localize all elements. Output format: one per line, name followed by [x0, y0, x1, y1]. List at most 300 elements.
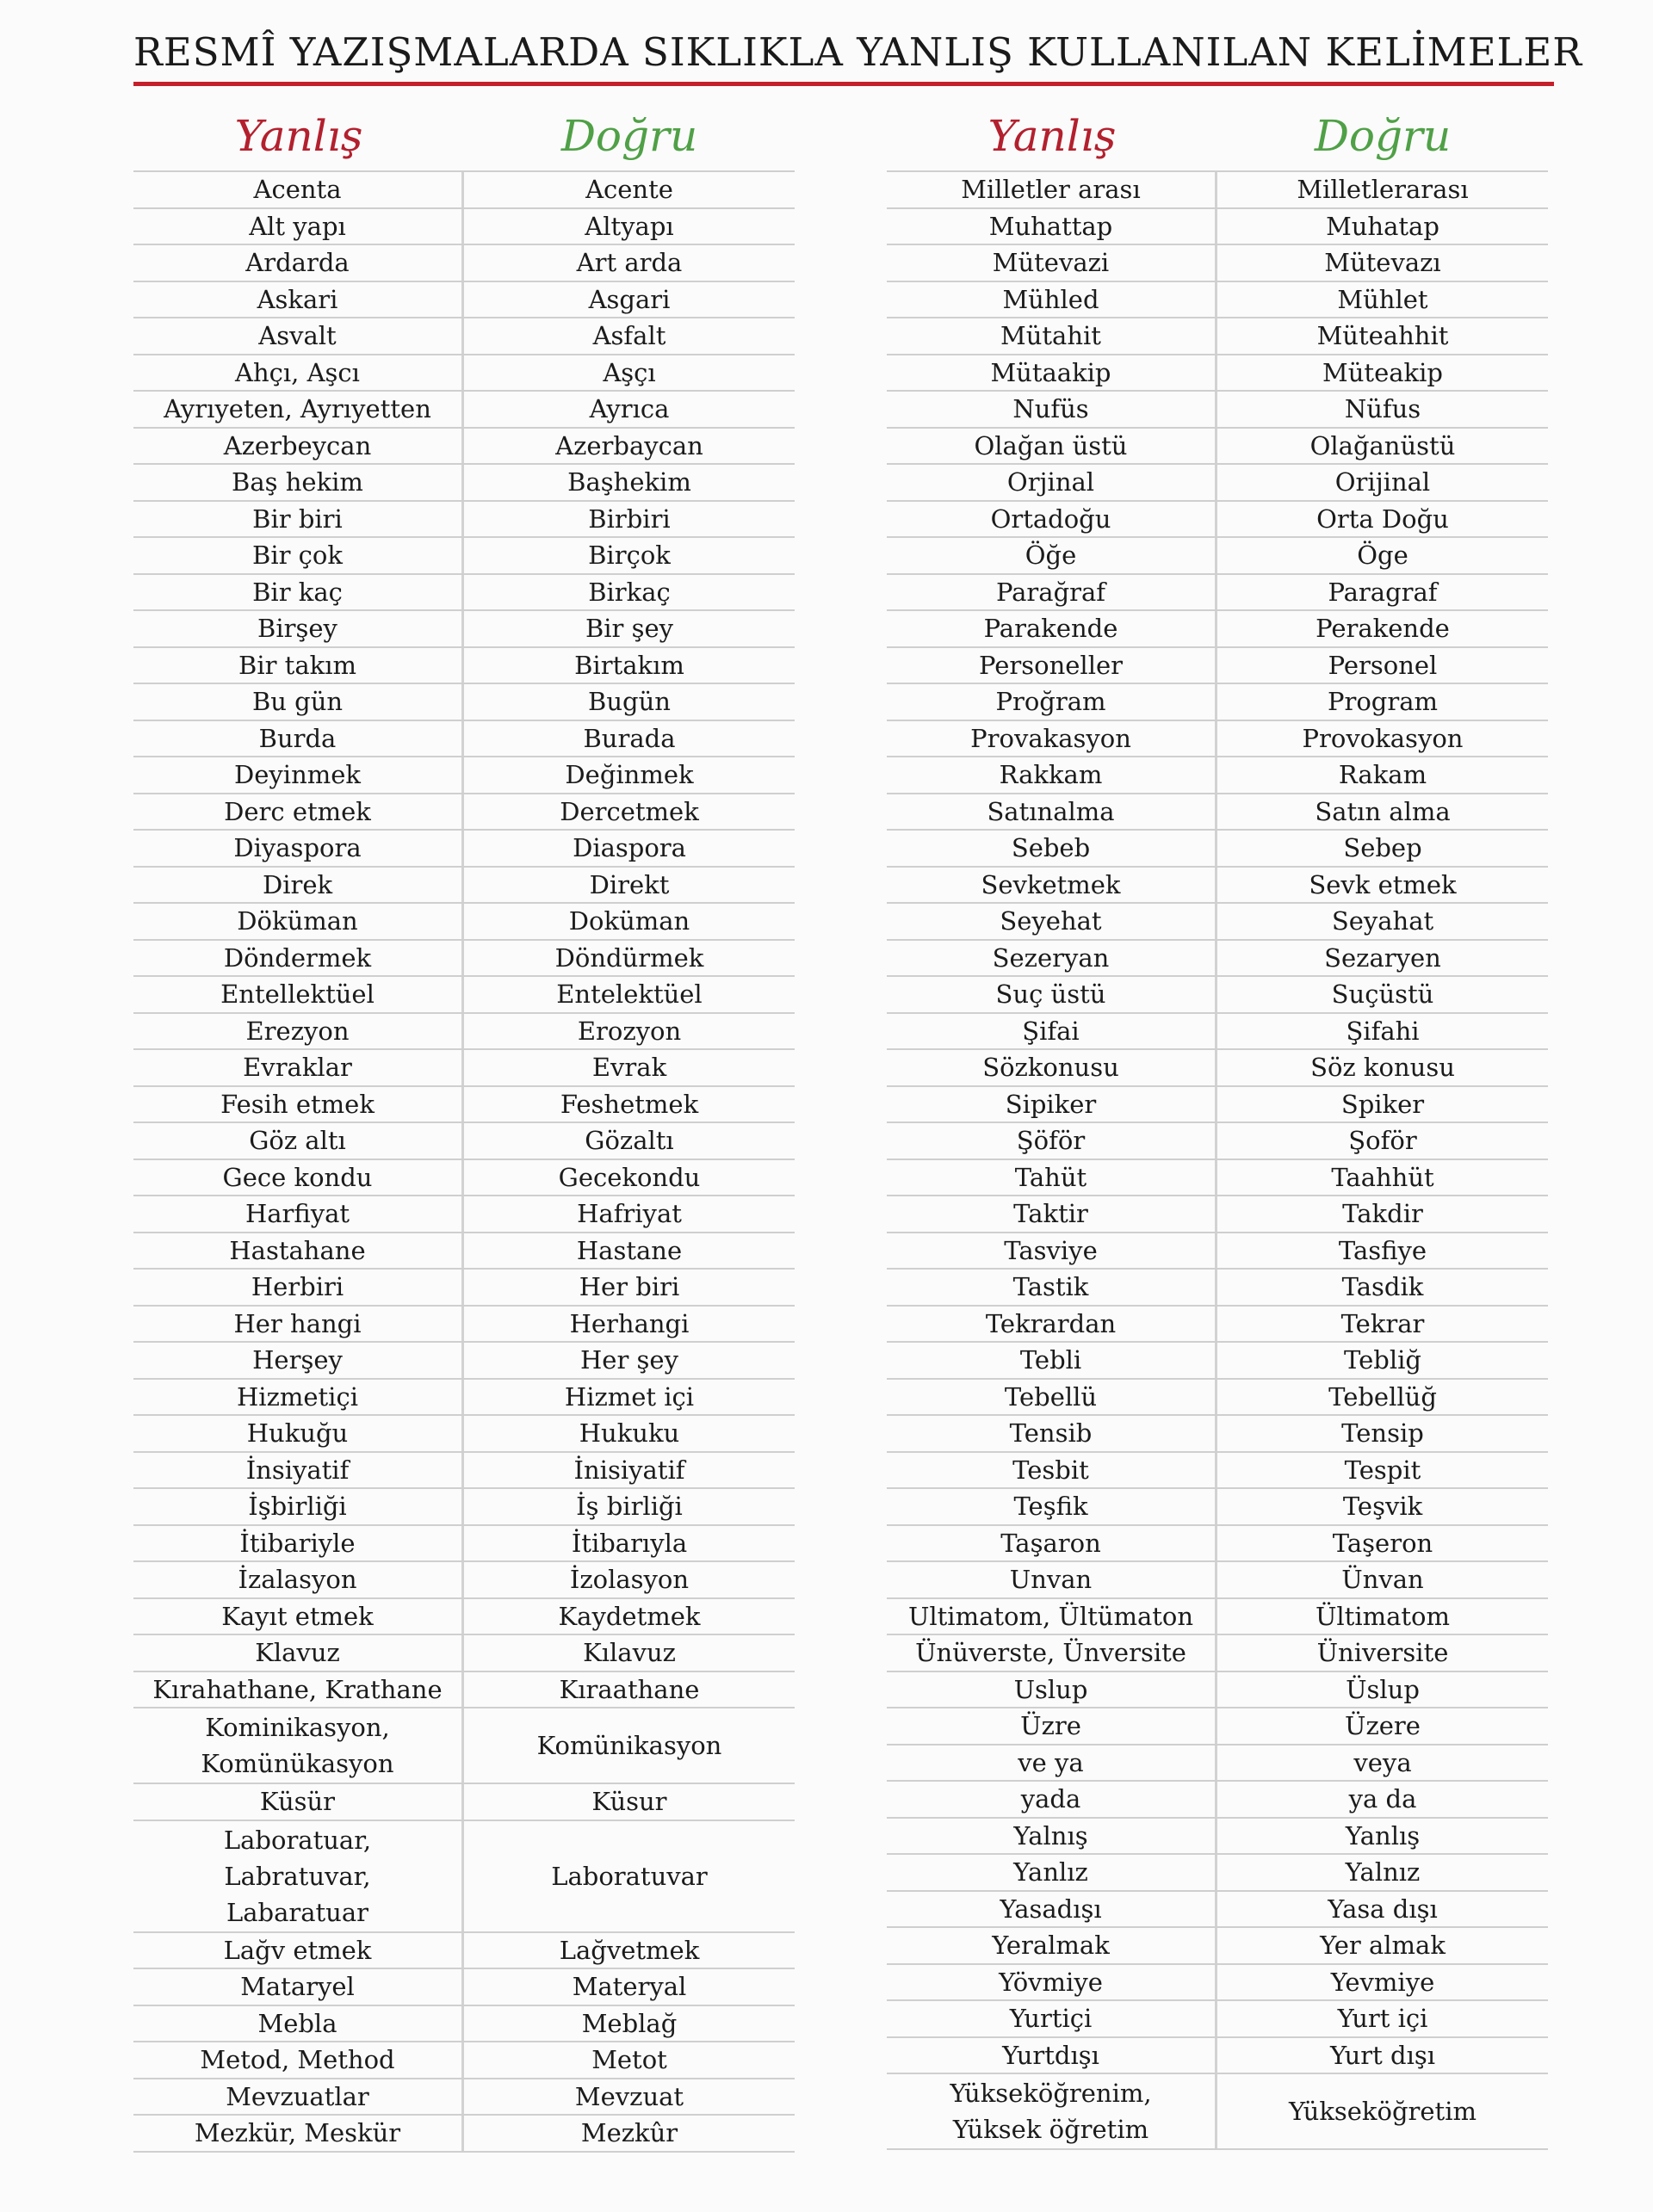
wrong-word: Parakende — [887, 611, 1217, 646]
correct-word: Sebep — [1343, 833, 1422, 863]
wrong-word: Tasviye — [887, 1233, 1217, 1269]
header-wrong: Yanlış — [987, 111, 1117, 161]
correct-word: Tebliğ — [1344, 1345, 1421, 1375]
wrong-word: Asvalt — [133, 318, 464, 354]
correct-word: Üniversite — [1316, 1638, 1449, 1668]
table-row — [887, 465, 1548, 502]
table-row — [887, 1014, 1548, 1051]
correct-word: Şoför — [1348, 1126, 1417, 1156]
correct-word: İnisiyatif — [573, 1455, 685, 1485]
table-row — [887, 1233, 1548, 1270]
wrong-word: Klavuz — [133, 1635, 464, 1671]
wrong-word: Suç üstü — [887, 977, 1217, 1012]
wrong-word: Provakasyon — [887, 721, 1217, 757]
table-row — [887, 502, 1548, 539]
correct-word: Müteakip — [1322, 357, 1443, 387]
correct-word: Teşvik — [1342, 1492, 1423, 1522]
correct-word: Program — [1327, 687, 1439, 717]
wrong-word: Kırahathane, Krathane — [133, 1672, 464, 1708]
table-row — [133, 355, 795, 392]
correct-word: Küsur — [591, 1787, 667, 1817]
correct-word: Takdir — [1342, 1199, 1423, 1229]
table-row — [887, 1087, 1548, 1124]
wrong-word: Mütaakip — [887, 355, 1217, 391]
table-row — [887, 1526, 1548, 1563]
table-row — [887, 1270, 1548, 1307]
table-row — [133, 721, 795, 758]
table-row — [887, 1746, 1548, 1783]
correct-word: Bir şey — [585, 614, 674, 644]
correct-word: Tekrar — [1340, 1308, 1425, 1338]
wrong-word: Yurtiçi — [887, 2001, 1217, 2036]
table-header — [133, 102, 795, 170]
table-row — [133, 1014, 795, 1051]
correct-word: Yer almak — [1320, 1931, 1446, 1961]
correct-word: Herhangi — [569, 1308, 690, 1338]
table-row — [887, 1343, 1548, 1380]
correct-word: Başhekim — [567, 467, 691, 497]
table-row — [133, 831, 795, 868]
correct-word: Olağanüstü — [1309, 430, 1456, 460]
wrong-word: Herbiri — [133, 1270, 464, 1305]
correct-word: Hafriyat — [577, 1199, 682, 1229]
wrong-word: Personeller — [887, 648, 1217, 683]
correct-word: Personel — [1328, 650, 1438, 680]
table-row — [887, 868, 1548, 905]
wrong-word: Yalnış — [887, 1819, 1217, 1854]
correct-word: Değinmek — [565, 760, 694, 790]
table-row — [887, 209, 1548, 246]
correct-word: Mühlet — [1337, 284, 1428, 314]
wrong-word: Kayıt etmek — [133, 1599, 464, 1634]
table-row — [887, 1453, 1548, 1490]
wrong-word: Nufüs — [887, 392, 1217, 427]
wrong-word: Sipiker — [887, 1087, 1217, 1122]
correct-word: Döndürmek — [554, 942, 704, 973]
table-row — [887, 1562, 1548, 1599]
correct-word: ya da — [1348, 1784, 1417, 1814]
table-row — [887, 1123, 1548, 1160]
wrong-word: Birşey — [133, 611, 464, 646]
correct-word: Aşçı — [603, 357, 656, 387]
wrong-word: Yanlız — [887, 1855, 1217, 1890]
wrong-word: Metod, Method — [133, 2042, 464, 2078]
wrong-word: Hukuğu — [133, 1416, 464, 1451]
correct-word: Mezkûr — [580, 2118, 678, 2148]
table-row — [887, 1050, 1548, 1087]
wrong-word: Erezyon — [133, 1014, 464, 1049]
correct-word: Gecekondu — [558, 1162, 701, 1192]
table-row — [887, 1635, 1548, 1672]
wrong-word: Şöför — [887, 1123, 1217, 1159]
wrong-word: Unvan — [887, 1562, 1217, 1597]
correct-word: Hizmet içi — [564, 1381, 695, 1412]
correct-word: Gözaltı — [585, 1126, 674, 1156]
wrong-word: İzalasyon — [133, 1562, 464, 1597]
wrong-word: Tahüt — [887, 1160, 1217, 1196]
wrong-word: Laboratuar, Labratuvar, Labaratuar — [133, 1821, 464, 1931]
table-row — [887, 1819, 1548, 1856]
table-row — [887, 757, 1548, 794]
table-row — [887, 1307, 1548, 1344]
table-row — [887, 392, 1548, 429]
wrong-word: Deyinmek — [133, 757, 464, 793]
table-row — [887, 941, 1548, 978]
right-word-table — [887, 102, 1548, 2150]
correct-word: Milletlerarası — [1297, 175, 1469, 205]
table-row — [133, 429, 795, 466]
correct-word: Materyal — [572, 1972, 687, 2002]
correct-word: Taahhüt — [1331, 1162, 1434, 1192]
correct-word: Tespit — [1344, 1455, 1421, 1485]
table-row — [887, 1782, 1548, 1819]
wrong-word: Bir takım — [133, 648, 464, 683]
correct-word: Provokasyon — [1302, 723, 1464, 753]
table-row — [887, 1892, 1548, 1929]
correct-word: Üzere — [1345, 1711, 1421, 1741]
table-row — [887, 611, 1548, 648]
wrong-word: Ahçı, Aşcı — [133, 355, 464, 391]
table-row — [133, 502, 795, 539]
table-row — [887, 648, 1548, 685]
table-row — [133, 538, 795, 575]
correct-word: Müteahhit — [1316, 321, 1449, 351]
correct-word: Art arda — [576, 248, 683, 278]
table-row — [133, 209, 795, 246]
table-row — [133, 1635, 795, 1672]
wrong-word: Azerbeycan — [133, 429, 464, 464]
wrong-word: Uslup — [887, 1672, 1217, 1708]
table-row — [887, 575, 1548, 612]
wrong-word: yada — [887, 1782, 1217, 1817]
table-row — [133, 977, 795, 1014]
wrong-word: Ultimatom, Ültümaton — [887, 1599, 1217, 1634]
correct-word: Satın alma — [1315, 796, 1451, 826]
correct-word: Sevk etmek — [1309, 869, 1457, 899]
table-row — [887, 1380, 1548, 1417]
correct-word: Muhatap — [1326, 211, 1439, 241]
wrong-word: Tebli — [887, 1343, 1217, 1378]
wrong-word: Tastik — [887, 1270, 1217, 1305]
table-row — [887, 1855, 1548, 1892]
table-row — [133, 904, 795, 941]
table-row — [887, 1599, 1548, 1636]
correct-word: Asgari — [588, 284, 671, 314]
wrong-word: Seyehat — [887, 904, 1217, 939]
table-row — [887, 1708, 1548, 1746]
correct-word: Birçok — [588, 541, 671, 571]
correct-word: Metot — [591, 2045, 667, 2075]
table-row — [887, 318, 1548, 355]
table-row — [133, 392, 795, 429]
table-row — [887, 172, 1548, 209]
wrong-word: Fesih etmek — [133, 1087, 464, 1122]
correct-word: Ünvan — [1341, 1565, 1424, 1595]
correct-word: Kıraathane — [559, 1674, 700, 1704]
wrong-word: Satınalma — [887, 794, 1217, 830]
table-row — [133, 757, 795, 794]
wrong-word: Sebeb — [887, 831, 1217, 866]
correct-word: Bugün — [588, 687, 671, 717]
table-row — [133, 1933, 795, 1970]
correct-word: Yevmiye — [1330, 1967, 1435, 1997]
correct-word: Yurt içi — [1337, 2004, 1428, 2034]
wrong-word: Yasadışı — [887, 1892, 1217, 1927]
correct-word: Altyapı — [585, 211, 674, 241]
correct-word: Ültimatom — [1315, 1601, 1451, 1631]
page-title: RESMÎ YAZIŞMALARDA SIKLIKLA YANLIŞ KULLANILAN KELİMELER — [133, 29, 1583, 75]
correct-word: Tasdik — [1341, 1272, 1424, 1302]
correct-word: Kılavuz — [583, 1638, 676, 1668]
correct-word: Laboratuvar — [551, 1861, 708, 1891]
wrong-word: Taktir — [887, 1196, 1217, 1232]
wrong-word: Kominikasyon, Komünükasyon — [133, 1708, 464, 1783]
table-row — [133, 1160, 795, 1197]
wrong-word: Mebla — [133, 2006, 464, 2042]
wrong-word: Hizmetiçi — [133, 1380, 464, 1415]
correct-word: Entelektüel — [556, 979, 703, 1010]
wrong-word: ve ya — [887, 1746, 1217, 1781]
wrong-word: Lağv etmek — [133, 1933, 464, 1968]
wrong-word: Alt yapı — [133, 209, 464, 244]
table-row — [133, 2116, 795, 2153]
wrong-word: Ortadoğu — [887, 502, 1217, 537]
table-row — [887, 538, 1548, 575]
correct-word: Perakende — [1316, 614, 1450, 644]
table-row — [133, 465, 795, 502]
wrong-word: Sevketmek — [887, 868, 1217, 903]
table-row — [887, 355, 1548, 392]
header-wrong: Yanlış — [234, 111, 363, 161]
correct-word: Hukuku — [579, 1418, 680, 1449]
table-row — [887, 282, 1548, 319]
correct-word: Orijinal — [1334, 467, 1431, 497]
wrong-word: Yükseköğrenim, Yüksek öğretim — [887, 2074, 1217, 2148]
correct-word: Komünikasyon — [536, 1731, 722, 1760]
table-row — [133, 2079, 795, 2116]
wrong-word: Entellektüel — [133, 977, 464, 1012]
correct-word: Yükseköğretim — [1289, 2097, 1477, 2126]
wrong-word: Sezeryan — [887, 941, 1217, 976]
correct-word: Erozyon — [577, 1016, 682, 1046]
wrong-word: Mevzuatlar — [133, 2079, 464, 2115]
wrong-word: Tebellü — [887, 1380, 1217, 1415]
table-row — [887, 794, 1548, 831]
table-row — [133, 575, 795, 612]
wrong-word: Milletler arası — [887, 172, 1217, 207]
table-row — [133, 941, 795, 978]
table-row — [133, 318, 795, 355]
table-row — [887, 721, 1548, 758]
table-row — [133, 282, 795, 319]
correct-word: Tebellüğ — [1328, 1381, 1437, 1412]
wrong-word: Tensib — [887, 1416, 1217, 1451]
wrong-word: Ünüverste, Ünversite — [887, 1635, 1217, 1671]
wrong-word: Ardarda — [133, 245, 464, 281]
correct-word: Birbiri — [588, 504, 671, 534]
table-row — [887, 977, 1548, 1014]
correct-word: Acente — [585, 175, 673, 205]
correct-word: İzolasyon — [569, 1565, 690, 1595]
correct-word: Üslup — [1346, 1674, 1420, 1704]
wrong-word: Bir kaç — [133, 575, 464, 610]
wrong-word: Mühled — [887, 282, 1217, 318]
wrong-word: Diyaspora — [133, 831, 464, 866]
wrong-word: İtibariyle — [133, 1526, 464, 1561]
table-row — [887, 2074, 1548, 2150]
correct-word: veya — [1353, 1747, 1412, 1777]
correct-word: Spiker — [1340, 1089, 1425, 1119]
wrong-word: Mütahit — [887, 318, 1217, 354]
wrong-word: Bu gün — [133, 684, 464, 720]
wrong-word: Bir biri — [133, 502, 464, 537]
table-row — [133, 1672, 795, 1709]
table-row — [133, 1708, 795, 1784]
table-row — [133, 648, 795, 685]
table-row — [133, 1784, 795, 1821]
correct-word: Paragraf — [1328, 577, 1438, 607]
wrong-word: Teşfik — [887, 1489, 1217, 1524]
correct-word: Evrak — [591, 1053, 667, 1083]
table-row — [887, 1928, 1548, 1965]
table-row — [133, 1233, 795, 1270]
wrong-word: Tekrardan — [887, 1307, 1217, 1342]
correct-word: Tasfiye — [1338, 1235, 1427, 1265]
wrong-word: Muhattap — [887, 209, 1217, 244]
wrong-word: Hastahane — [133, 1233, 464, 1269]
correct-word: Taşeron — [1332, 1528, 1433, 1558]
wrong-word: Herşey — [133, 1343, 464, 1378]
table-row — [133, 1196, 795, 1233]
table-row — [133, 1270, 795, 1307]
wrong-word: Baş hekim — [133, 465, 464, 500]
table-row — [133, 172, 795, 209]
correct-word: Yalnız — [1345, 1857, 1421, 1888]
correct-word: Asfalt — [592, 321, 666, 351]
correct-word: Her şey — [580, 1345, 678, 1375]
correct-word: Yurt dışı — [1329, 2040, 1436, 2070]
wrong-word: Göz altı — [133, 1123, 464, 1159]
header-correct: Doğru — [560, 111, 698, 161]
wrong-word: Her hangi — [133, 1307, 464, 1342]
wrong-word: Tesbit — [887, 1453, 1217, 1488]
table-row — [133, 1380, 795, 1417]
table-row — [887, 1489, 1548, 1526]
correct-word: Kaydetmek — [558, 1601, 701, 1631]
correct-word: Rakam — [1338, 760, 1427, 790]
correct-word: Nüfus — [1344, 394, 1421, 424]
table-row — [133, 1087, 795, 1124]
correct-word: Ayrıca — [589, 394, 670, 424]
table-row — [133, 684, 795, 721]
correct-word: İş birliği — [576, 1492, 683, 1522]
table-row — [133, 1969, 795, 2006]
correct-word: Yanlış — [1345, 1820, 1421, 1851]
table-row — [133, 245, 795, 282]
wrong-word: Yeralmak — [887, 1928, 1217, 1963]
correct-word: Söz konusu — [1310, 1053, 1455, 1083]
table-row — [133, 1416, 795, 1453]
wrong-word: Olağan üstü — [887, 429, 1217, 464]
wrong-word: Mataryel — [133, 1969, 464, 2005]
wrong-word: Direk — [133, 868, 464, 903]
table-row — [887, 429, 1548, 466]
table-row — [133, 1821, 795, 1933]
correct-word: Tensip — [1341, 1418, 1424, 1449]
wrong-word: Şifai — [887, 1014, 1217, 1049]
table-row — [887, 684, 1548, 721]
wrong-word: Parağraf — [887, 575, 1217, 610]
table-row — [887, 1672, 1548, 1709]
table-row — [133, 1123, 795, 1160]
correct-word: Öge — [1357, 541, 1408, 571]
correct-word: Direkt — [589, 869, 670, 899]
wrong-word: Mütevazi — [887, 245, 1217, 281]
wrong-word: Evraklar — [133, 1050, 464, 1085]
correct-word: Mütevazı — [1324, 248, 1441, 278]
correct-word: Burada — [583, 723, 676, 753]
wrong-word: Harfiyat — [133, 1196, 464, 1232]
correct-word: Her biri — [579, 1272, 680, 1302]
table-row — [887, 1965, 1548, 2002]
table-row — [133, 1453, 795, 1490]
table-row — [887, 904, 1548, 941]
correct-word: Dercetmek — [560, 796, 699, 826]
wrong-word: Ayrıyeten, Ayrıyetten — [133, 392, 464, 427]
wrong-word: Rakkam — [887, 757, 1217, 793]
correct-word: Feshetmek — [560, 1089, 699, 1119]
wrong-word: Üzre — [887, 1708, 1217, 1744]
table-row — [133, 1526, 795, 1563]
title-underline — [133, 82, 1554, 86]
table-row — [133, 1562, 795, 1599]
correct-word: Yasa dışı — [1328, 1894, 1438, 1924]
correct-word: Birkaç — [588, 577, 671, 607]
left-word-table — [133, 102, 795, 2153]
table-row — [887, 1196, 1548, 1233]
wrong-word: Döndermek — [133, 941, 464, 976]
table-row — [133, 2006, 795, 2043]
correct-word: Doküman — [568, 906, 690, 936]
wrong-word: Gece kondu — [133, 1160, 464, 1196]
correct-word: Orta Doğu — [1316, 504, 1449, 534]
table-row — [133, 1307, 795, 1344]
table-row — [133, 794, 795, 831]
table-row — [887, 2001, 1548, 2038]
wrong-word: Öğe — [887, 538, 1217, 573]
correct-word: Lağvetmek — [559, 1935, 700, 1965]
wrong-word: Burda — [133, 721, 464, 757]
table-row — [133, 2042, 795, 2079]
correct-word: Diaspora — [573, 833, 686, 863]
correct-word: Seyahat — [1331, 906, 1434, 936]
wrong-word: Yövmiye — [887, 1965, 1217, 2000]
wrong-word: Proğram — [887, 684, 1217, 720]
correct-word: Sezaryen — [1324, 942, 1441, 973]
wrong-word: Orjinal — [887, 465, 1217, 500]
wrong-word: İnsiyatif — [133, 1453, 464, 1488]
correct-word: Şifahi — [1346, 1016, 1420, 1046]
correct-word: Meblağ — [581, 2008, 678, 2038]
wrong-word: Askari — [133, 282, 464, 318]
correct-word: Suçüstü — [1331, 979, 1434, 1010]
table-row — [887, 1160, 1548, 1197]
wrong-word: Mezkür, Meskür — [133, 2116, 464, 2151]
correct-word: Hastane — [576, 1235, 683, 1265]
correct-word: Birtakım — [574, 650, 684, 680]
wrong-word: Sözkonusu — [887, 1050, 1217, 1085]
wrong-word: Acenta — [133, 172, 464, 207]
